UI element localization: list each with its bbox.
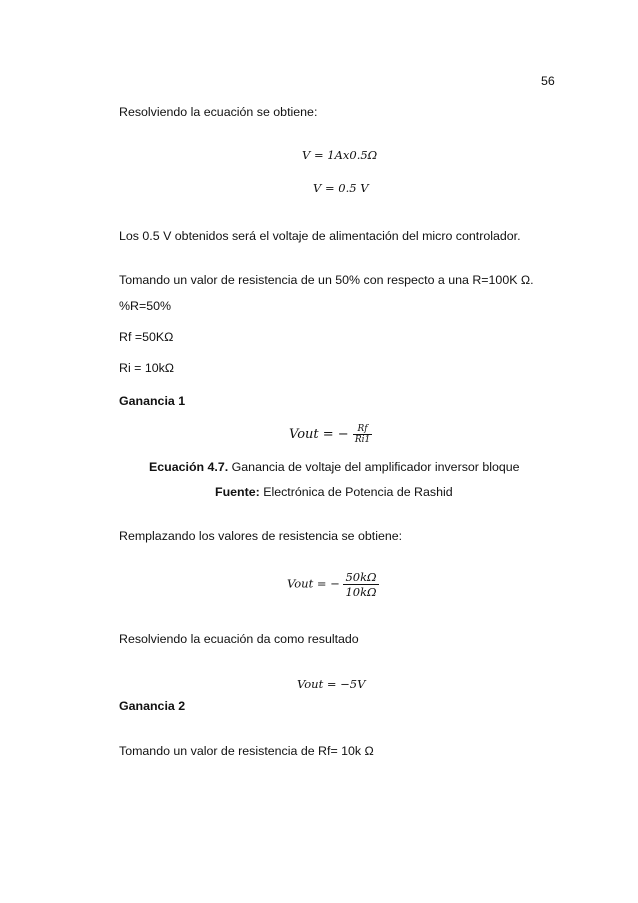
caption-label: Ecuación 4.7. — [149, 460, 229, 474]
value-ri: Ri = 10kΩ — [119, 361, 175, 375]
paragraph-tomando-50: Tomando un valor de resistencia de un 50% con respecto a una R=100K Ω. — [119, 273, 534, 287]
fraction-denominator: Ri1 — [354, 435, 371, 445]
fraction-denominator: 10kΩ — [345, 585, 377, 599]
value-rf: Rf =50KΩ — [119, 330, 174, 344]
equation-lhs: Vout — [287, 576, 314, 591]
equation-lhs: V — [313, 181, 322, 195]
equation-lhs: Vout — [289, 427, 319, 442]
paragraph-remplazando: Remplazando los valores de resistencia se obtiene: — [119, 529, 403, 543]
heading-ganancia-1: Ganancia 1 — [119, 394, 186, 408]
equation-equals: = — [326, 677, 337, 691]
page-number: 56 — [541, 74, 555, 88]
caption-text: Ganancia de voltaje del amplificador inversor bloque — [228, 460, 520, 474]
paragraph-resultado: Resolviendo la ecuación da como resultado — [119, 632, 359, 646]
fraction — [343, 570, 378, 599]
source-text: Electrónica de Potencia de Rashid — [259, 485, 453, 499]
equation-equals: = − — [316, 576, 340, 591]
equation-gain-result — [297, 677, 365, 691]
equation-gain-formula — [289, 424, 372, 445]
equation-gain-values — [287, 570, 379, 599]
paragraph-resolviendo: Resolviendo la ecuación se obtiene: — [119, 105, 318, 119]
equation-caption — [149, 460, 520, 474]
equation-rhs: −5V — [340, 677, 366, 691]
equation-equals: = — [313, 148, 324, 162]
paragraph-tomando-rf: Tomando un valor de resistencia de Rf= 10k Ω — [119, 744, 374, 758]
fraction-numerator: 50kΩ — [345, 570, 377, 584]
equation-equals: = — [324, 181, 335, 195]
paragraph-alimentacion: Los 0.5 V obtenidos será el voltaje de alimentación del micro controlador. — [119, 229, 521, 243]
equation-voltage-2 — [313, 181, 369, 195]
equation-rhs: 1Ax0.5Ω — [327, 148, 378, 162]
equation-rhs: 0.5 V — [338, 181, 369, 195]
fraction-numerator: Rf — [357, 424, 368, 434]
equation-voltage-1 — [302, 148, 377, 162]
equation-lhs: Vout — [297, 677, 324, 691]
heading-ganancia-2: Ganancia 2 — [119, 699, 186, 713]
fraction — [353, 424, 372, 445]
value-percent-r: %R=50% — [119, 299, 172, 313]
equation-lhs: V — [302, 148, 311, 162]
equation-equals: = − — [322, 427, 349, 442]
source-label: Fuente: — [215, 485, 260, 499]
source-citation — [215, 485, 453, 499]
